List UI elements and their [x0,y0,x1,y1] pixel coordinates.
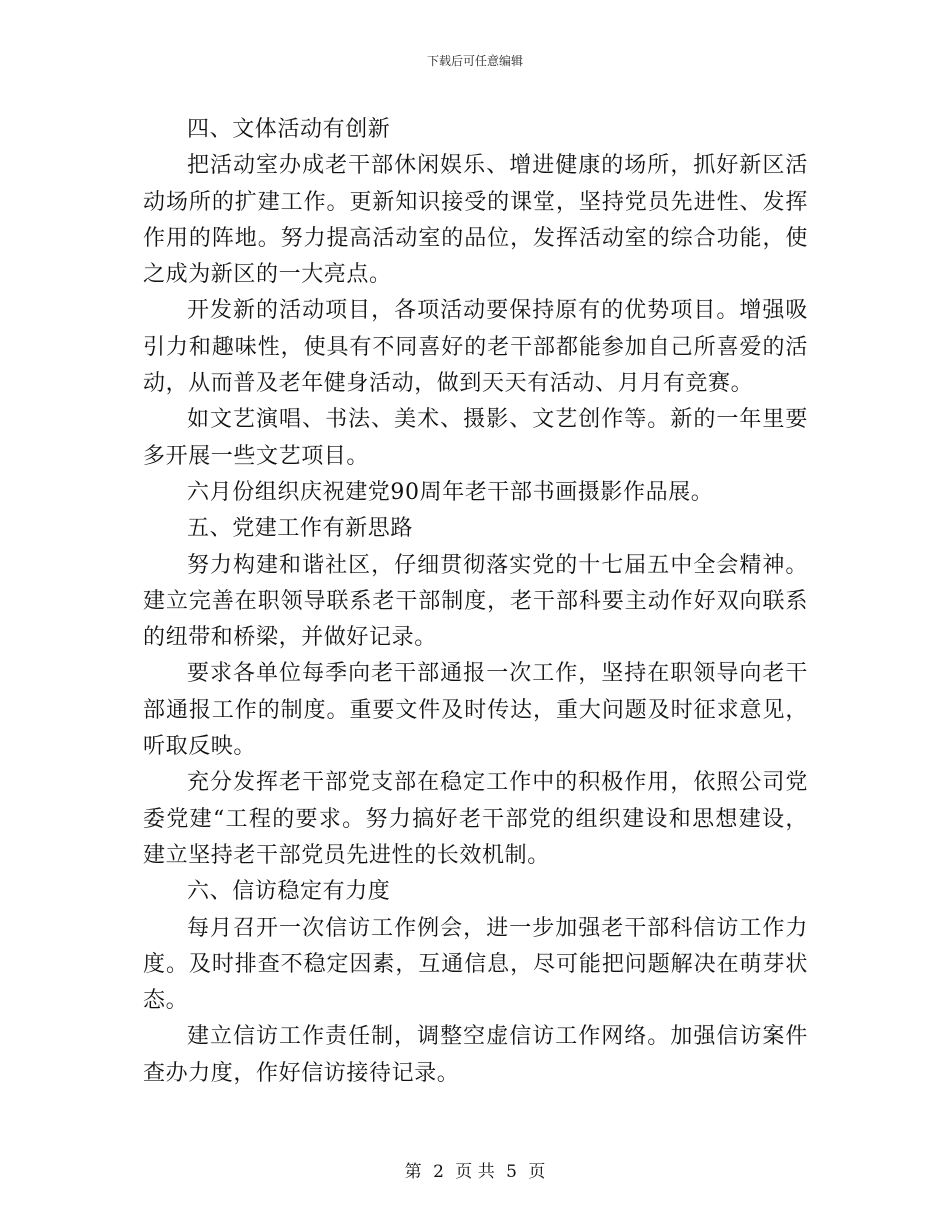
paragraph: 要求各单位每季向老干部通报一次工作，坚持在职领导向老干部通报工作的制度。重要文件及时传达，重大问题及时征求意见，听取反映。 [143,661,808,760]
document-body [143,112,808,1092]
paragraph: 把活动室办成老干部休闲娱乐、增进健康的场所，抓好新区活动场所的扩建工作。更新知识接受的课堂，坚持党员先进性、发挥作用的阵地。努力提高活动室的品位，发挥活动室的综合功能，使之成为新区的一大亮点。 [143,153,808,288]
page-header: 下载后可任意编辑 [426,54,523,68]
paragraph: 开发新的活动项目，各项活动要保持原有的优势项目。增强吸引力和趣味性，使具有不同喜好的老干部都能参加自己所喜爱的活动，从而普及老年健身活动，做到天天有活动、月月有竞赛。 [143,298,808,397]
page-number-middle: 页 共 [455,1162,495,1182]
page-number-suffix: 页 [528,1162,546,1182]
section-heading-6: 六、信访稳定有力度 [187,879,391,905]
page-footer [0,1157,950,1182]
paragraph: 充分发挥老干部党支部在稳定工作中的积极作用，依照公司党委党建“工程的要求。努力搞好老干部党的组织建设和思想建设，建立坚持老干部党员先进性的长效机制。 [143,770,808,868]
section-heading-4: 四、文体活动有创新 [187,117,391,142]
section-heading-5: 五、党建工作有新思路 [187,516,414,542]
paragraph: 每月召开一次信访工作例会，进一步加强老干部科信访工作力度。及时排查不稳定因素，互通信息，尽可能把问题解决在萌芽状态。 [143,915,808,1014]
paragraph: 努力构建和谐社区，仔细贯彻落实党的十七届五中全会精神。建立完善在职领导联系老干部制度，老干部科要主动作好双向联系的纽带和桥梁，并做好记录。 [143,552,808,651]
page-number-prefix: 第 [404,1162,422,1182]
paragraph: 六月份组织庆祝建党90周年老干部书画摄影作品展。 [187,479,714,505]
current-page-number: 2 [433,1162,444,1182]
paragraph: 建立信访工作责任制，调整空虚信访工作网络。加强信访案件查办力度，作好信访接待记录。 [143,1024,808,1086]
paragraph: 如文艺演唱、书法、美术、摄影、文艺创作等。新的一年里要多开展一些文艺项目。 [143,407,808,469]
total-pages-number: 5 [506,1162,517,1182]
